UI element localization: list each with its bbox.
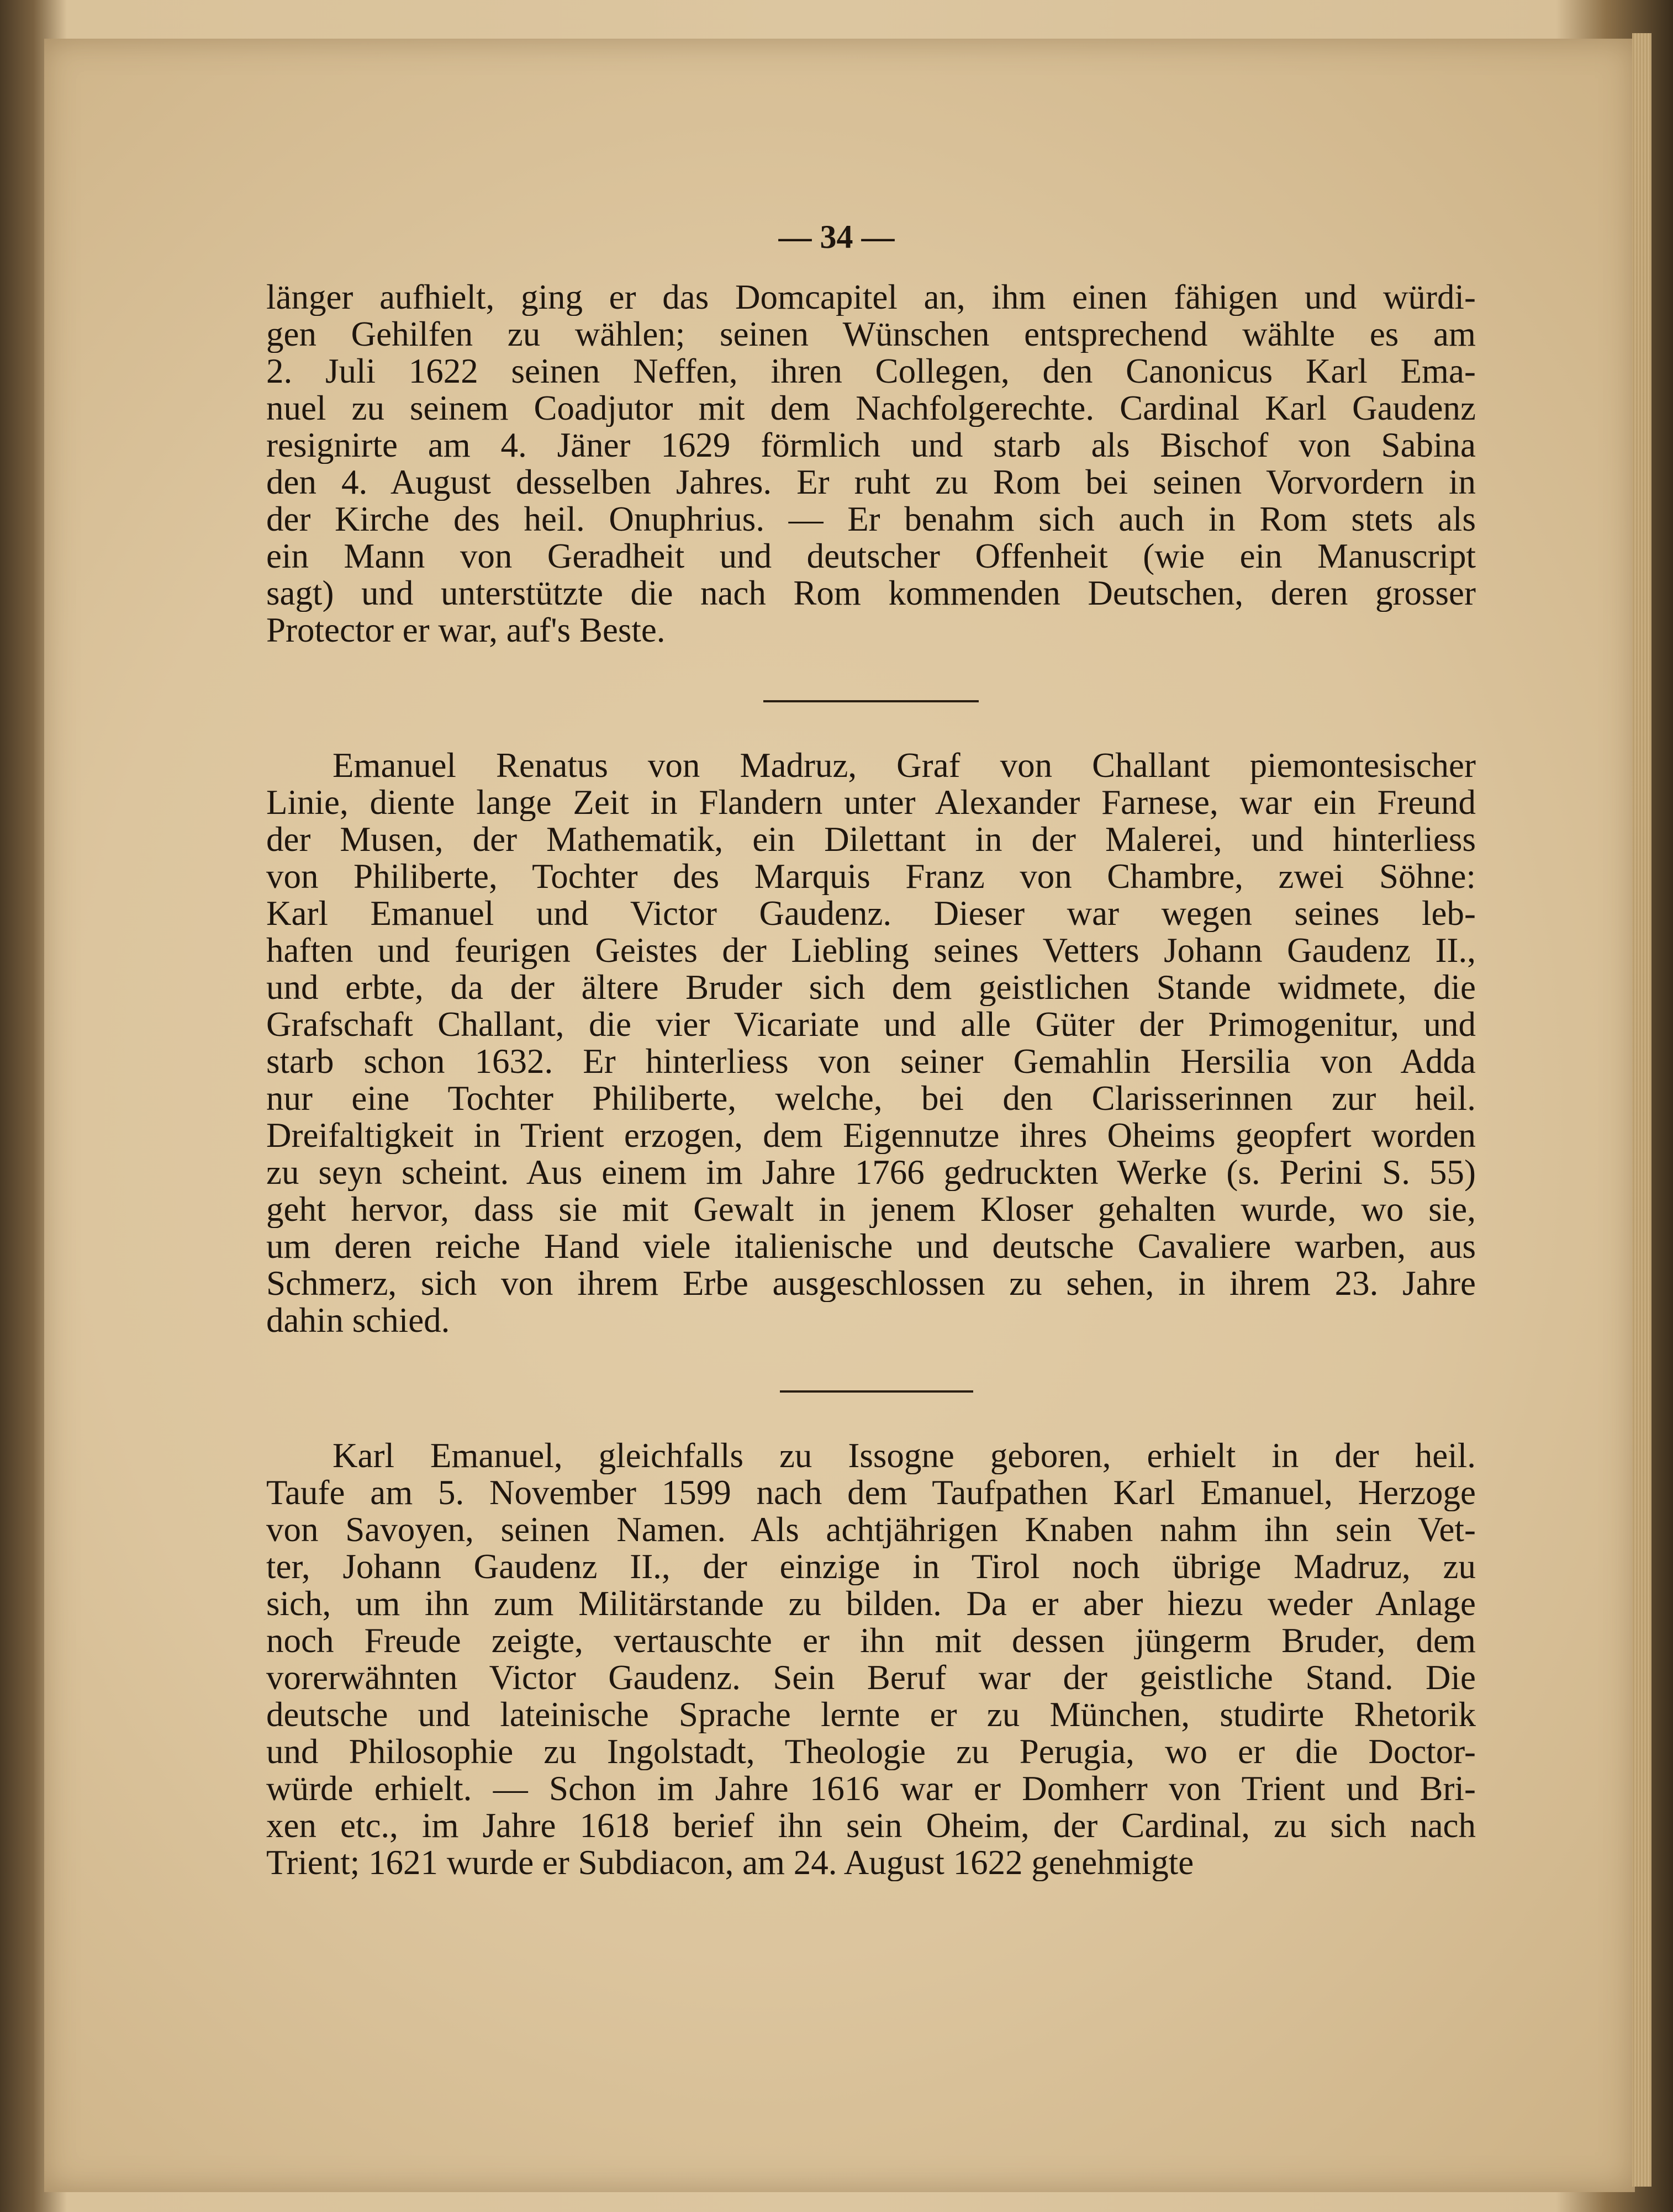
text-line: vorerwähnten Victor Gaudenz. Sein Beruf war der geistliche Stand. Die [266,1659,1476,1696]
text-line: und Philosophie zu Ingolstadt, Theologie zu Perugia, wo er die Doctor- [266,1733,1476,1770]
text-line: xen etc., im Jahre 1618 berief ihn sein Oheim, der Cardinal, zu sich nach [266,1807,1476,1844]
text-line: und erbte, da der ältere Bruder sich dem geistlichen Stande widmete, die [266,969,1476,1006]
text-line: sich, um ihn zum Militärstande zu bilden. Da er aber hiezu weder Anlage [266,1585,1476,1622]
section-divider-1 [763,700,979,702]
text-line: resignirte am 4. Jäner 1629 förmlich und starb als Bischof von Sabina [266,427,1476,464]
text-line: um deren reiche Hand viele italienische und deutsche Cavaliere warben, aus [266,1228,1476,1265]
text-line: geht hervor, dass sie mit Gewalt in jenem Kloser gehalten wurde, wo sie, [266,1191,1476,1228]
text-line: deutsche und lateinische Sprache lernte er zu München, studirte Rhetorik [266,1696,1476,1733]
page-edge [1632,33,1651,2187]
text-line: Linie, diente lange Zeit in Flandern unter Alexander Farnese, war ein Freund [266,784,1476,821]
text-line: Taufe am 5. November 1599 nach dem Taufpathen Karl Emanuel, Herzoge [266,1474,1476,1511]
text-line: der Kirche des heil. Onuphrius. — Er benahm sich auch in Rom stets als [266,501,1476,538]
text-line: noch Freude zeigte, vertauschte er ihn mit dessen jüngerm Bruder, dem [266,1622,1476,1659]
text-line: würde erhielt. — Schon im Jahre 1616 war er Domherr von Trient und Bri- [266,1770,1476,1807]
text-line: starb schon 1632. Er hinterliess von seiner Gemahlin Hersilia von Adda [266,1043,1476,1080]
text-line: Grafschaft Challant, die vier Vicariate und alle Güter der Primogenitur, und [266,1006,1476,1043]
text-line: von Savoyen, seinen Namen. Als achtjährigen Knaben nahm ihn sein Vet- [266,1511,1476,1548]
text-line: 2. Juli 1622 seinen Neffen, ihren Collegen, den Canonicus Karl Ema- [266,353,1476,390]
text-line: nur eine Tochter Philiberte, welche, bei den Clarisserinnen zur heil. [266,1080,1476,1117]
text-line: Emanuel Renatus von Madruz, Graf von Challant piemontesischer [333,747,1476,784]
paragraph-1 [266,279,1476,649]
page-number: — 34 — [778,219,895,255]
section-divider-2 [780,1390,973,1393]
text-line: von Philiberte, Tochter des Marquis Franz von Chambre, zwei Söhne: [266,858,1476,895]
text-line: Dreifaltigkeit in Trient erzogen, dem Eigennutze ihres Oheims geopfert worden [266,1117,1476,1154]
text-line: den 4. August desselben Jahres. Er ruht zu Rom bei seinen Vorvordern in [266,464,1476,501]
text-line: Trient; 1621 wurde er Subdiacon, am 24. August 1622 genehmigte [266,1844,1194,1881]
text-line: dahin schied. [266,1302,450,1339]
text-line: haften und feurigen Geistes der Liebling seines Vetters Johann Gaudenz II., [266,932,1476,969]
text-line: Karl Emanuel, gleichfalls zu Issogne geboren, erhielt in der heil. [333,1437,1476,1474]
text-line: sagt) und unterstützte die nach Rom kommenden Deutschen, deren grosser [266,575,1476,612]
text-line: nuel zu seinem Coadjutor mit dem Nachfolgerechte. Cardinal Karl Gaudenz [266,390,1476,427]
text-line: ter, Johann Gaudenz II., der einzige in Tirol noch übrige Madruz, zu [266,1548,1476,1585]
text-line: ein Mann von Geradheit und deutscher Offenheit (wie ein Manuscript [266,538,1476,575]
paragraph-3 [266,1437,1476,1881]
text-line: gen Gehilfen zu wählen; seinen Wünschen entsprechend wählte es am [266,316,1476,353]
text-line: Schmerz, sich von ihrem Erbe ausgeschlossen zu sehen, in ihrem 23. Jahre [266,1265,1476,1302]
text-line: Protector er war, auf's Beste. [266,612,666,649]
text-line: der Musen, der Mathematik, ein Dilettant in der Malerei, und hinterliess [266,821,1476,858]
text-line: länger aufhielt, ging er das Domcapitel an, ihm einen fähigen und würdi- [266,279,1476,316]
text-line: Karl Emanuel und Victor Gaudenz. Dieser war wegen seines leb- [266,895,1476,932]
text-line: zu seyn scheint. Aus einem im Jahre 1766 gedruckten Werke (s. Perini S. 55) [266,1154,1476,1191]
paragraph-2 [266,747,1476,1339]
